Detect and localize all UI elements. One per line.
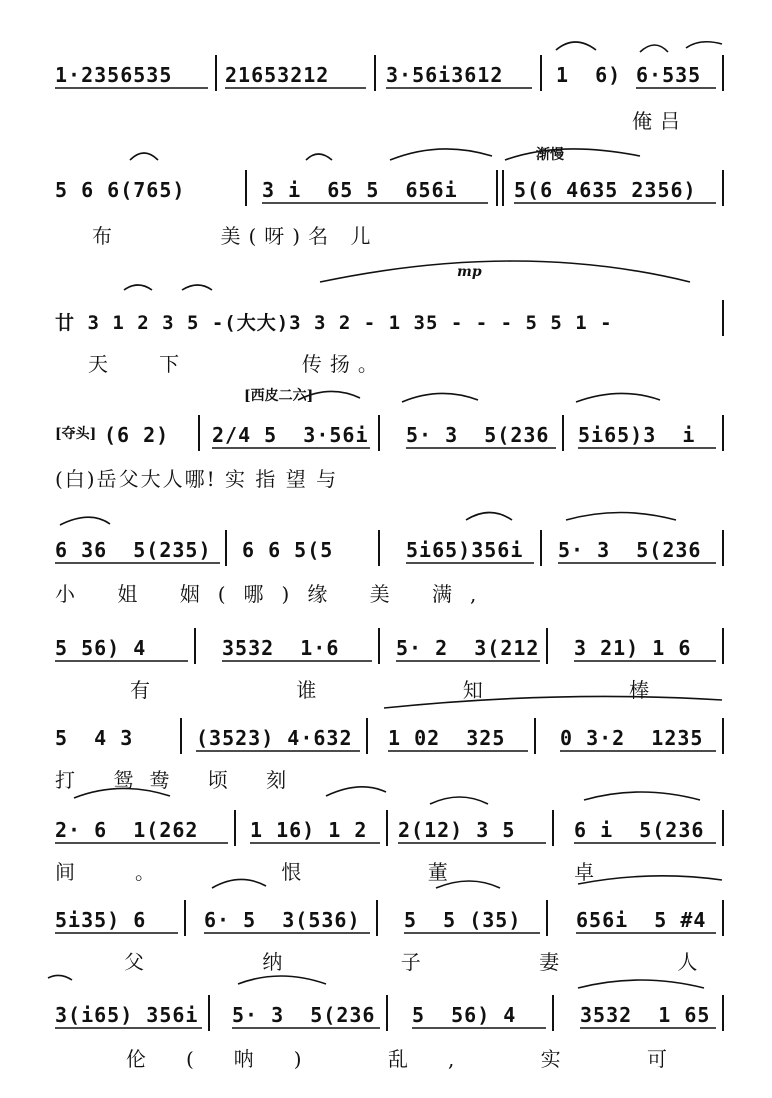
- measure: 3(i65) 356i: [55, 1003, 199, 1027]
- measure: 3·56i3612: [386, 63, 504, 87]
- measure: 5 56) 4: [412, 1003, 517, 1027]
- measure: 5i65)3 i: [578, 423, 696, 447]
- section-mark: [西皮二六]: [244, 388, 314, 404]
- measure: 3 21) 1 6: [574, 636, 692, 660]
- measure: 1 16) 1 2: [250, 818, 368, 842]
- measure: 5 5 (35): [404, 908, 522, 932]
- lyrics: 间。 恨 董 卓: [55, 860, 655, 884]
- lyrics: 打 鸳鸯 顷 刻: [55, 768, 303, 792]
- measure: 6 6 5(5: [242, 538, 334, 562]
- measure: 21653212: [225, 63, 330, 87]
- measure: 3532 1 65: [580, 1003, 711, 1027]
- measure: 5i65)356i: [406, 538, 524, 562]
- measure: 2/4 5 3·56i: [212, 423, 369, 447]
- measure: 5 6 6(765): [55, 178, 186, 202]
- measure: 2· 6 1(262: [55, 818, 199, 842]
- measure: 5(6 4635 2356): [514, 178, 697, 202]
- lyrics: 小 姐 姻(哪)缘 美 满,: [55, 582, 495, 606]
- lyrics: 有 谁 知 棒: [130, 678, 720, 702]
- measure: 3 i 65 5 656i: [262, 178, 458, 202]
- measure: 6·535: [636, 63, 702, 87]
- section-mark: [夺头]: [55, 426, 97, 442]
- lyrics: 俺吕: [632, 109, 688, 133]
- lyrics: 天 下 传扬。: [88, 352, 386, 376]
- lyrics: (白)岳父大人哪! 实 指 望 与: [55, 467, 339, 491]
- measure: 2(12) 3 5: [398, 818, 516, 842]
- tempo-mark: 渐慢: [536, 147, 564, 163]
- measure: 3532 1·6: [222, 636, 340, 660]
- measure: (3523) 4·632: [196, 726, 353, 750]
- lyrics: 布 美(呀)名 儿: [92, 224, 379, 248]
- measure: 1 02 325: [388, 726, 506, 750]
- measure: 5· 2 3(212: [396, 636, 540, 660]
- measure: 1·2356535: [55, 63, 173, 87]
- measure: 6· 5 3(536): [204, 908, 361, 932]
- dynamics-mark: mp: [457, 264, 482, 280]
- measure: 656i 5 #4: [576, 908, 707, 932]
- measure: (6 2): [104, 423, 170, 447]
- lyrics: 父 纳 子 妻 人: [124, 950, 754, 974]
- measure: 5· 3 5(236: [558, 538, 702, 562]
- measure: 5· 3 5(236: [406, 423, 550, 447]
- measure: 5 4 3: [55, 726, 134, 750]
- measure: 5· 3 5(236: [232, 1003, 376, 1027]
- measure: 6 i 5(236: [574, 818, 705, 842]
- measure: 1 6): [556, 63, 622, 87]
- measure: 6 36 5(235): [55, 538, 212, 562]
- measure: 廿 3 1 2 3 5 -(大大)3 3 2 - 1 35 - - - 5 5 1 -: [55, 312, 613, 334]
- measure: 5 56) 4: [55, 636, 147, 660]
- measure: 0 3·2 1235: [560, 726, 704, 750]
- lyrics: 伦(呐) 乱, 实 可: [126, 1047, 708, 1071]
- measure: 5i35) 6: [55, 908, 147, 932]
